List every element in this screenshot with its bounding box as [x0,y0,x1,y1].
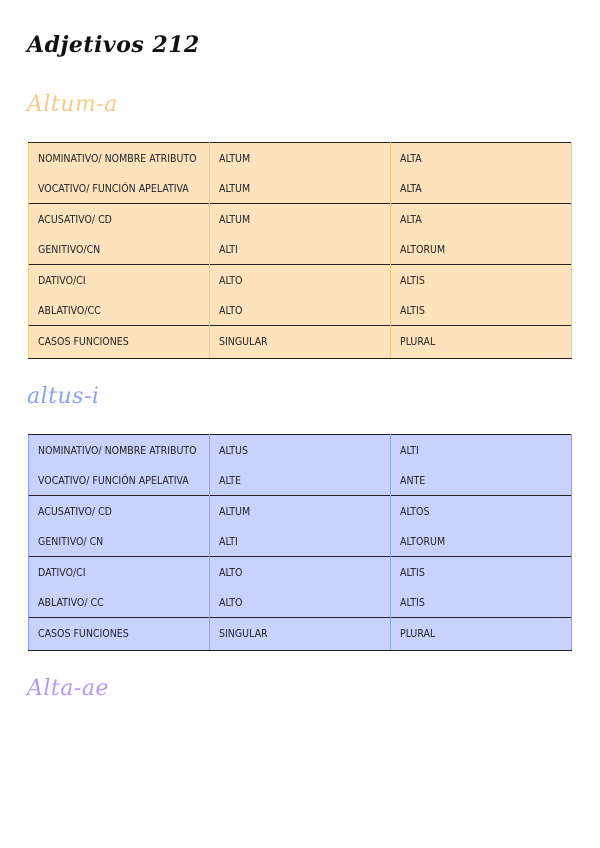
case-cell: DATIVO/CI [29,265,210,297]
table-row [29,527,572,557]
column-label-plural: PLURAL [391,618,572,651]
table-row [29,296,572,326]
case-cell: DATIVO/CI [29,557,210,589]
table-row [29,588,572,618]
singular-cell: ALTE [210,466,391,496]
plural-cell: ALTIS [391,296,572,326]
singular-cell: ALTUM [210,174,391,204]
case-cell: ABLATIVO/CC [29,296,210,326]
section-heading-altum: Altum-a [27,92,118,117]
case-cell: ACUSATIVO/ CD [29,496,210,528]
plural-cell: ALTA [391,143,572,175]
table-row [29,143,572,175]
plural-cell: ALTIS [391,557,572,589]
plural-cell: ALTA [391,174,572,204]
table-row [29,235,572,265]
column-label-casos: CASOS FUNCIONES [29,326,210,359]
case-cell: GENITIVO/CN [29,235,210,265]
plural-cell: ALTI [391,435,572,467]
singular-cell: ALTUS [210,435,391,467]
case-cell: NOMINATIVO/ NOMBRE ATRIBUTO [29,143,210,175]
declension-table-altus [28,434,572,651]
column-label-casos: CASOS FUNCIONES [29,618,210,651]
page-title: Adjetivos 212 [27,32,200,58]
singular-cell: ALTI [210,527,391,557]
table-row [29,466,572,496]
declension-table-altum [28,142,572,359]
section-heading-altus: altus-i [27,384,100,409]
plural-cell: ALTORUM [391,235,572,265]
singular-cell: ALTO [210,265,391,297]
plural-cell: ANTE [391,466,572,496]
table-header-row [29,618,572,651]
column-label-plural: PLURAL [391,326,572,359]
singular-cell: ALTI [210,235,391,265]
singular-cell: ALTO [210,588,391,618]
plural-cell: ALTIS [391,265,572,297]
singular-cell: ALTUM [210,143,391,175]
table-row [29,204,572,236]
section-heading-alta: Alta-ae [27,676,109,701]
table-row [29,265,572,297]
case-cell: VOCATIVO/ FUNCIÓN APELATIVA [29,174,210,204]
plural-cell: ALTORUM [391,527,572,557]
singular-cell: ALTO [210,296,391,326]
column-label-singular: SINGULAR [210,618,391,651]
plural-cell: ALTIS [391,588,572,618]
plural-cell: ALTOS [391,496,572,528]
table-row [29,174,572,204]
case-cell: NOMINATIVO/ NOMBRE ATRIBUTO [29,435,210,467]
plural-cell: ALTA [391,204,572,236]
case-cell: VOCATIVO/ FUNCIÓN APELATIVA [29,466,210,496]
table-header-row [29,326,572,359]
singular-cell: ALTUM [210,204,391,236]
singular-cell: ALTO [210,557,391,589]
table-row [29,557,572,589]
case-cell: ABLATIVO/ CC [29,588,210,618]
case-cell: ACUSATIVO/ CD [29,204,210,236]
case-cell: GENITIVO/ CN [29,527,210,557]
table-row [29,496,572,528]
singular-cell: ALTUM [210,496,391,528]
column-label-singular: SINGULAR [210,326,391,359]
table-row [29,435,572,467]
